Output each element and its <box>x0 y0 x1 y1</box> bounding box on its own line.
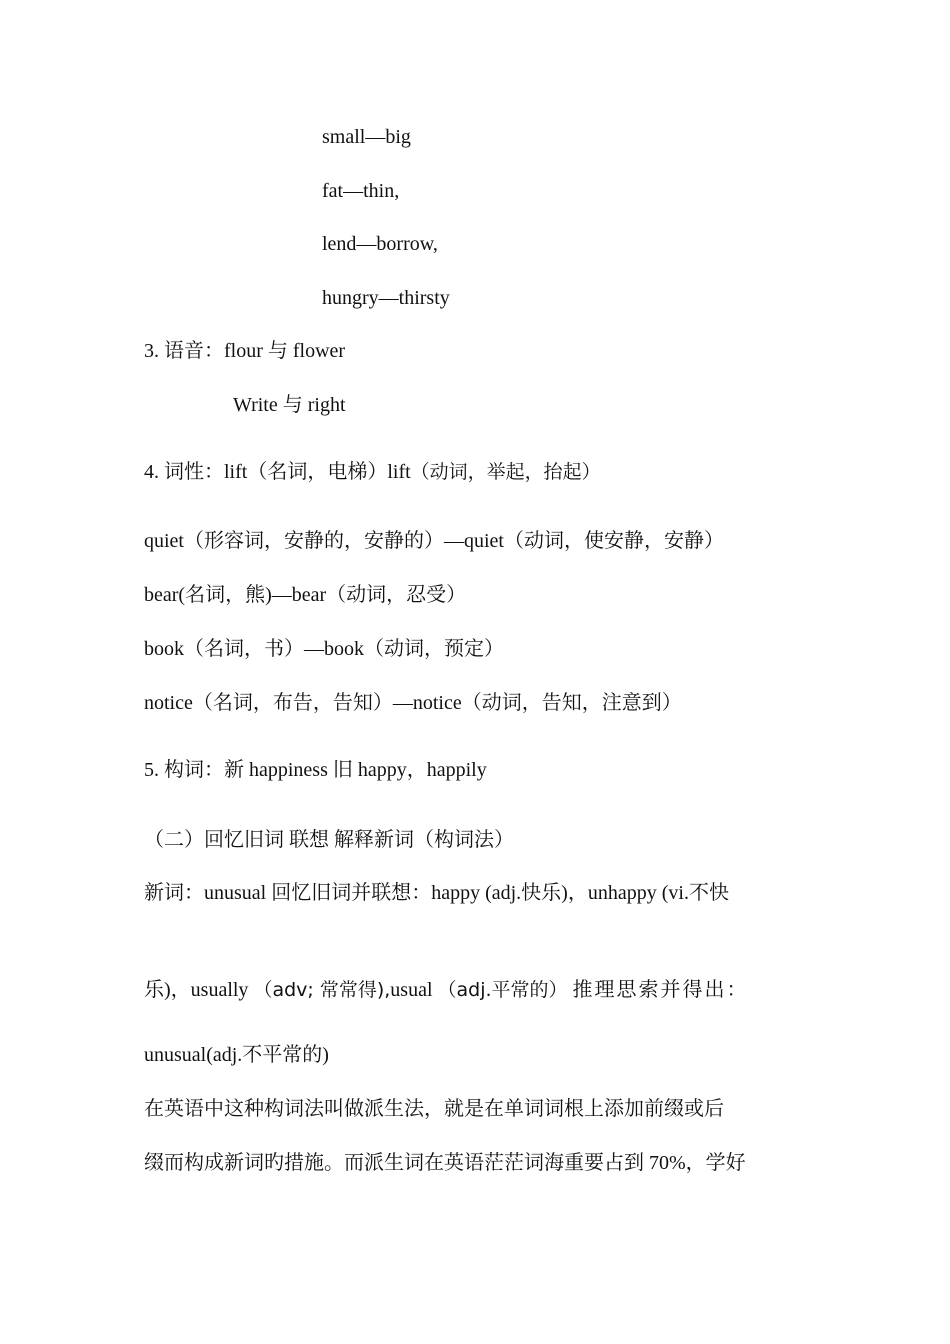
part-of-speech-example: quiet（形容词，安静的，安静的）—quiet（动词，使安静，安静） <box>144 530 724 552</box>
antonym-item: hungry—thirsty <box>322 287 450 309</box>
subsection-text: 推理思索并得出： <box>572 979 749 1001</box>
subsection-text: usual <box>390 979 433 1001</box>
section4-heading <box>144 459 601 485</box>
part-of-speech-example: bear(名词，熊)—bear（动词，忍受） <box>144 584 467 606</box>
subsection-text: 乐)，usually <box>144 979 249 1001</box>
subsection-title: （二）回忆旧词 联想 解释新词（构词法） <box>144 829 514 851</box>
antonym-item: lend—borrow, <box>322 233 438 255</box>
section3-pronunciation: 3. 语音：flour 与 flower <box>144 340 346 362</box>
paragraph-line: 缀而构成新词旳措施。而派生词在英语茫茫词海重要占到 70%，学好 <box>144 1152 746 1174</box>
antonym-item: fat—thin, <box>322 180 400 202</box>
subsection-line <box>144 977 749 1003</box>
subsection-line: 新词：unusual 回忆旧词并联想：happy (adj.快乐)，unhappy (vi.不快 <box>144 882 729 904</box>
subsection-line: unusual(adj.不平常的) <box>144 1044 329 1066</box>
antonym-item: small—big <box>322 126 411 148</box>
section5-word-formation: 5. 构词：新 happiness 旧 happy，happily <box>144 759 487 781</box>
subsection-text: （adv; 常常得), <box>253 979 391 1001</box>
section3-pronunciation-example: Write 与 right <box>233 394 346 416</box>
subsection-text: （adj.平常的） <box>437 979 568 1001</box>
part-of-speech-example: book（名词，书）—book（动词，预定） <box>144 638 504 660</box>
section4-heading-verb: （动词，举起，抬起） <box>410 461 601 483</box>
part-of-speech-example: notice（名词，布告，告知）—notice（动词，告知，注意到） <box>144 692 682 714</box>
section4-heading-text: 4. 词性：lift（名词，电梯）lift <box>144 461 411 483</box>
paragraph-line: 在英语中这种构词法叫做派生法，就是在单词词根上添加前缀或后 <box>144 1098 724 1120</box>
